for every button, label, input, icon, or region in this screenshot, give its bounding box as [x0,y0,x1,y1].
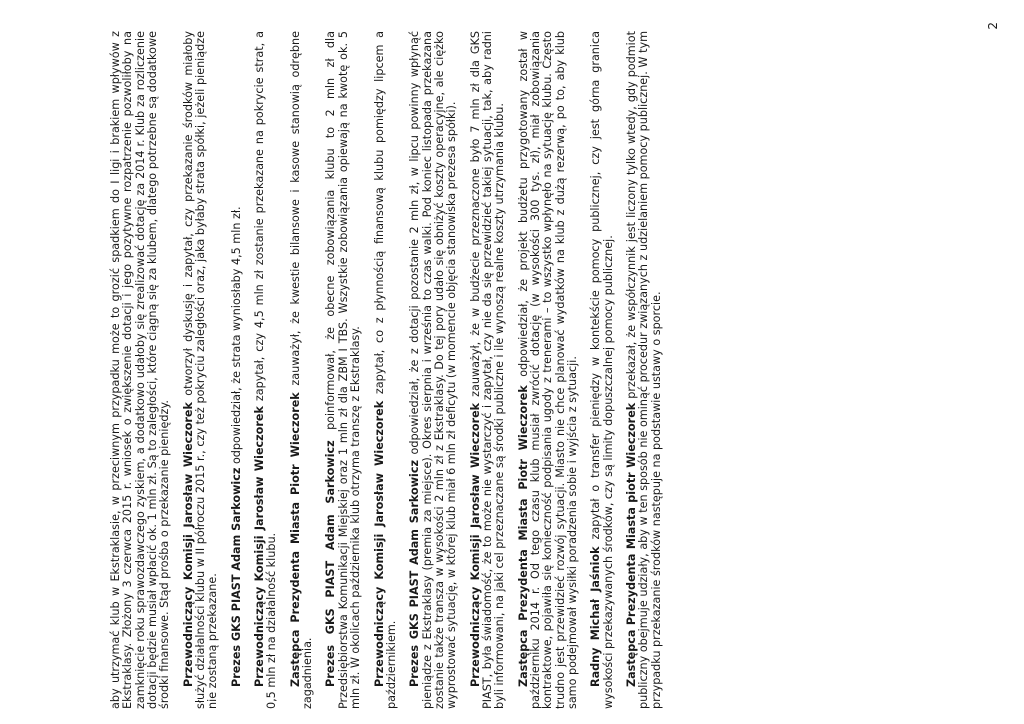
speaker-name: Zastępca Prezydenta Miasta Piotr Wieczorek [288,392,302,687]
paragraph-text: przekazał, że współczynnik jest liczony tylko wtedy, gdy podmiot publiczny obejmuje udziały, aby w ten sposób nie ominąć procedur związanych z udzielaniem pomocy publicznej. W tym przypadku przekazanie środków następuje na podstawie ustawy o sporcie. [625,31,663,709]
paragraph-text: zapytał o transfer pieniędzy w kontekście pomocy publicznej, czy jest górna granica wysokości przekazywanych środków, czy są limity dopuszczalnej pomocy publicznej. [589,30,615,709]
paragraph-text: zapytał, co z płynnością finansową klubu pomiędzy lipcem a październikiem. [372,31,398,709]
paragraph-text: otworzył dyskusję i zapytał, czy przekazanie środków miałoby służyć działalności klubu w II półroczu 2015 r., czy też pokryciu zaległości oraz, jaka byłaby strata spółki, jeżeli pieniądze nie zostaną przekazane. [181,31,220,709]
speaker-name: Przewodniczący Komisji Jarosław Wieczorek [468,402,482,687]
paragraph-text: zauważył, że kwestie bilansowe i kasowe stanowią odrębne zagadnienia. [288,31,315,709]
speaker-name: Zastępca Prezydenta Miasta piotr Wieczorek [625,402,638,687]
document-body [110,31,674,709]
speaker-name: Przewodniczący Komisji Jarosław Wieczorek [181,402,195,687]
paragraph [254,31,279,709]
page-number: 2 [986,22,1000,30]
speaker-name: Prezes GKS PIAST Adam Sarkowicz [408,459,422,687]
speaker-name: Zastępca Prezydenta Miasta Piotr Wieczorek [516,385,530,687]
speaker-name: Prezes GKS PIAST Adam Sarkowicz [324,440,338,687]
paragraph-text: poinformował, że obecne zobowiązania klubu to 2 mln zł dla Przedsiębiorstwa Komunikacji Miejskiej oraz 1 mln zł dla ZBM I TBS. Wszystkie zobowiązania opiewają na kwotę ok. 5 mln zł. W okolicach października klub otrzyma transzę z Ekstraklasy. [324,31,363,709]
paragraph [325,31,362,709]
paragraph [518,31,580,709]
speaker-name: Radny Michał Jaśniok [589,546,603,687]
paragraph-text: odpowiedział, że strata wyniosłaby 4,5 mln zł. [229,206,243,468]
paragraph-text: zauważył, że w budżecie przeznaczone było 7 mln zł dla GKS PIAST, była świadomość, że to może nie wystarczyć i zapytał, czy nie da się przewidzieć takiej sytuacji, tak, aby radni byli informowani, na jaki cel przeznaczane są środki publiczne i ile wynoszą realne koszty utrzymania klubu. [468,31,507,709]
paragraph [470,31,507,709]
paragraph [374,31,399,709]
paragraph [590,31,615,709]
speaker-name: Prezes GKS PIAST Adam Sarkowicz [229,467,243,687]
paragraph [110,31,172,709]
paragraph-text: odpowiedział, że projekt budżetu przygotowany został w październiku 2014 r. Od tego czasu klub musiał zwrócić dotację (w wysokości 300 tys. zł), miał zobowiązania kontraktowe, pojawiła się konieczność podpisania ugody z trenerami – to wszystko wpłynęło na sytuację klubu. Często trudno jest przewidzieć rozwój sytuacji. Miasto nie chce planować wydatków na klub z dużą rezerwą, po to, aby klub samo podejmował wysiłki poradzenia sobie i wyjścia z sytuacji. [516,31,579,709]
paragraph [409,31,458,709]
paragraph [183,31,220,709]
speaker-name: Przewodniczący Komisji Jarosław Wieczorek [253,406,267,687]
paragraph [290,31,315,709]
paragraph [231,31,243,709]
speaker-name: Przewodniczący Komisji Jarosław Wieczorek [372,400,386,687]
paragraph [626,31,663,709]
paragraph-text: odpowiedział, że z dotacji pozostanie 2 mln zł, w lipcu powinny wpłynąć pieniądze z Ekstraklasy (premia za miejsce). Okres sierpnia i września to czas walki. Pod koniec listopada przekazana zostanie także transza w wysokości 2 mln zł z Ekstraklasy. Do tej pory udało się obniżyć koszty operacyjne, ale ciężko wyprostować sytuację, w której klub miał 6 mln zł deficytu (w momencie objęcia stanowiska prezesa spółki). [408,31,459,709]
paragraph-text: aby utrzymać klub w Ekstraklasie, w przeciwnym przypadku może to grozić spadkiem do I ligi i brakiem wpływów z Ekstraklasy. Złożony 3 czerwca 2015 r. wniosek o zwiększenie dotacji i jego pozytywne rozpatrzenie pozwoliłoby na zamknięcie roku sprawozdawczego zyskiem, a dodatkowo udałoby się zrealizować dotację za 2014 r. Klub za rozliczenie dotacji będzie musiał wpłacić ok. 1 mln zł. Są to zaległości, które ciągną się za klubem, dlatego potrzebne są dodatkowe środki finansowe. Stąd prośba o przekazanie pieniędzy. [109,31,172,709]
paragraph-text: zapytał, czy 4,5 mln zł zostanie przekazane na pokrycie strat, a 0,5 mln zł na działalność klubu. [253,31,279,709]
